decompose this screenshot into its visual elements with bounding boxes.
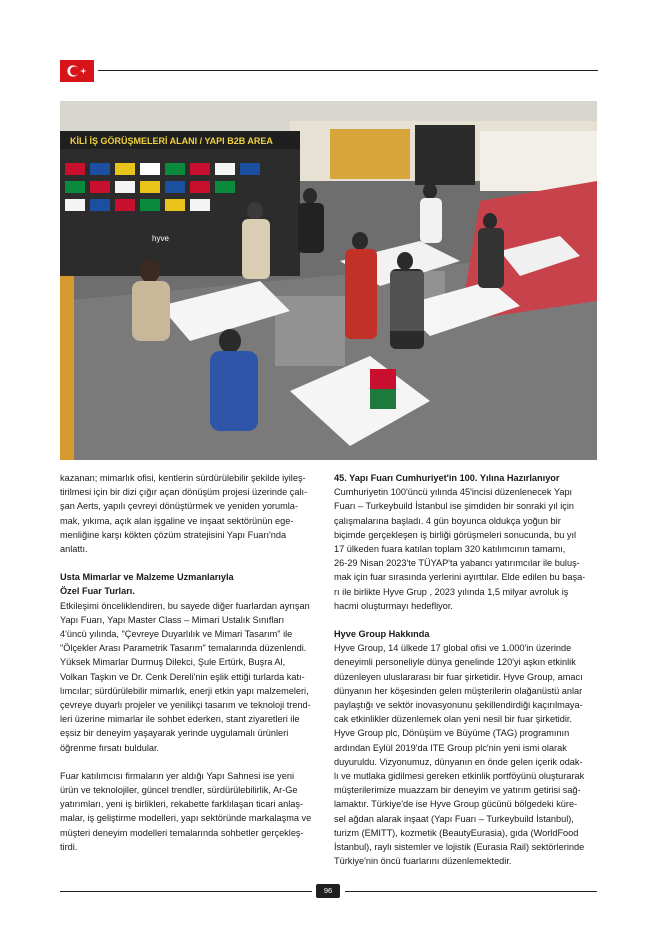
left-column (60, 471, 324, 854)
left-heading-tours: Usta Mimarlar ve Malzeme Uzmanlarıyla Özel Fuar Turları. (60, 572, 234, 597)
left-paragraph-2: Etkileşimi önceliklendiren, bu sayede diğer fuarlardan ayrışan Yapı Fuarı, Yapı Master Class – Mimari Ustalık Sınıfları 4'üncü yılında, "Çevreye Duyarlılık ve Mimari Tasarım" ile "Ölçekler Arası Parametrik Tasarım" temalarında düzenlendi. Yüksek Mimarlar Durmuş Dilekci, Şule Ertürk, Buşra Al, Volkan Taşkın ve Dr. Cenk Dereli'nin eşlik ettiği turlarda katı- lımcılar; sürdürülebilir mimarlık, enerji etkin yapı malzemeleri, çevreye duyarlı projeler ve yenilikçi tasarım ve teknoloji trend- leri üzerine mimarlar ile sohbet ederken, stant ziyaretleri ile eşsiz bir deneyim yaşayarak yerinde uygulamalı ürünleri öğrenme fırsatı buldular. (60, 600, 311, 753)
photo-banner-text: KİLİ İŞ GÖRÜŞMELERİ ALANI / YAPI B2B AREA (70, 136, 273, 146)
left-paragraph-3: Fuar katılımcısı firmaların yer aldığı Yapı Sahnesi ise yeni ürün ve teknolojiler, güncel trendler, sürdürülebilirlik, Ar-Ge yatırımları, yeni iş birlikleri, rekabette farklılaşan ticari anlaş- malar, iş geliştirme modelleri, yapı sektöründe markalaşma ve müşteri deneyim modelleri temalarında sohbetler gerçekleş- tirdi. (60, 770, 312, 852)
right-paragraph-2: Hyve Group, 14 ülkede 17 global ofisi ve 1.000'in üzerinde deneyimli personeliyle dünya genelinde 120'yi aşkın etkinlik düzenleyen uluslararası bir fuar şirketidir. Hyve Group, amacı dünyanın her köşesinden gelen müşterilerin olağanüstü anlar paylaştığı ve sektör inovasyonunu şekillendirdiği kaçırılmaya- cak etkinlikler düzenlemek olan yeni nesil bir fuar şirketidir. Hyve Group plc, Dönüşüm ve Büyüme (TAG) programının ardından Eylül 2019'da ITE Group plc'nin yeni ismi olarak duyuruldu. Vizyonumuz, dünyanın en önde gelen içerik odak- lı ve mutlaka gidilmesi gereken etkinlik portföyünü oluşturarak müşterilerimize muazzam bir deneyim ve yatırım getirisi sağ- lamaktır. Türkiye'de ise Hyve Group gücünü bölgedeki küre- sel ağdan alarak inşaat (Yapı Fuarı – Turkeybuild İstanbul), turizm (EMITT), kozmetik (BeautyEurasia), gıda (WorldFood İstanbul), raylı sistemler ve lojistik (Eurasia Rail) sektörlerinde Türkiye'nin öncü fuarlarını düzenlemektedir. (334, 643, 585, 867)
right-paragraph-1: Cumhuriyetin 100'üncü yılında 45'incisi düzenlenecek Yapı Fuarı – Turkeybuild İstanbul ise şimdiden bir sonraki yıl için çalışmalarına başladı. 4 gün boyunca oldukça yoğun bir biçimde gerçekleşen iş birliği görüşmeleri sonucunda, bu yıl 17 ülkeden fuara katılan toplam 320 katılımcının tamamı, 26-29 Nisan 2023'te TÜYAP'ta yabancı yatırımcılar ile buluş- mak için fuar sırasında yerlerini ayırttılar. Elde edilen bu başa- rı ile birlikte Hyve Grup , 2023 yılında 1,5 milyar avroluk iş hacmi oluşturmayı hedefliyor. (334, 487, 586, 611)
turkey-flag-icon (60, 60, 94, 82)
left-paragraph-1: kazanan; mimarlık ofisi, kentlerin sürdürülebilir şekilde iyileş- tirilmesi için bir dizi çığır açan dönüşüm projesi üzerinde çalı- şan Aerts, yapılı çevreyi dönüştürmek ve yeniden yorumla- mak, yıkıma, açık alan işgaline ve inşaat sektörünün ege- menliğine karşı kökten çözüm stratejisini Yapı Fuarı'nda anlattı. (60, 473, 308, 555)
footer-rule-right (345, 891, 597, 892)
fair-hall-photo (60, 101, 597, 460)
right-heading-45th-fair: 45. Yapı Fuarı Cumhuriyet'in 100. Yılına Hazırlanıyor (334, 473, 560, 483)
photo-brand-text: hyve (152, 234, 169, 243)
header-rule (98, 70, 598, 71)
footer-rule-left (60, 891, 312, 892)
page-number: 96 (316, 884, 340, 898)
right-heading-hyve: Hyve Group Hakkında (334, 629, 430, 640)
right-column (334, 471, 597, 868)
